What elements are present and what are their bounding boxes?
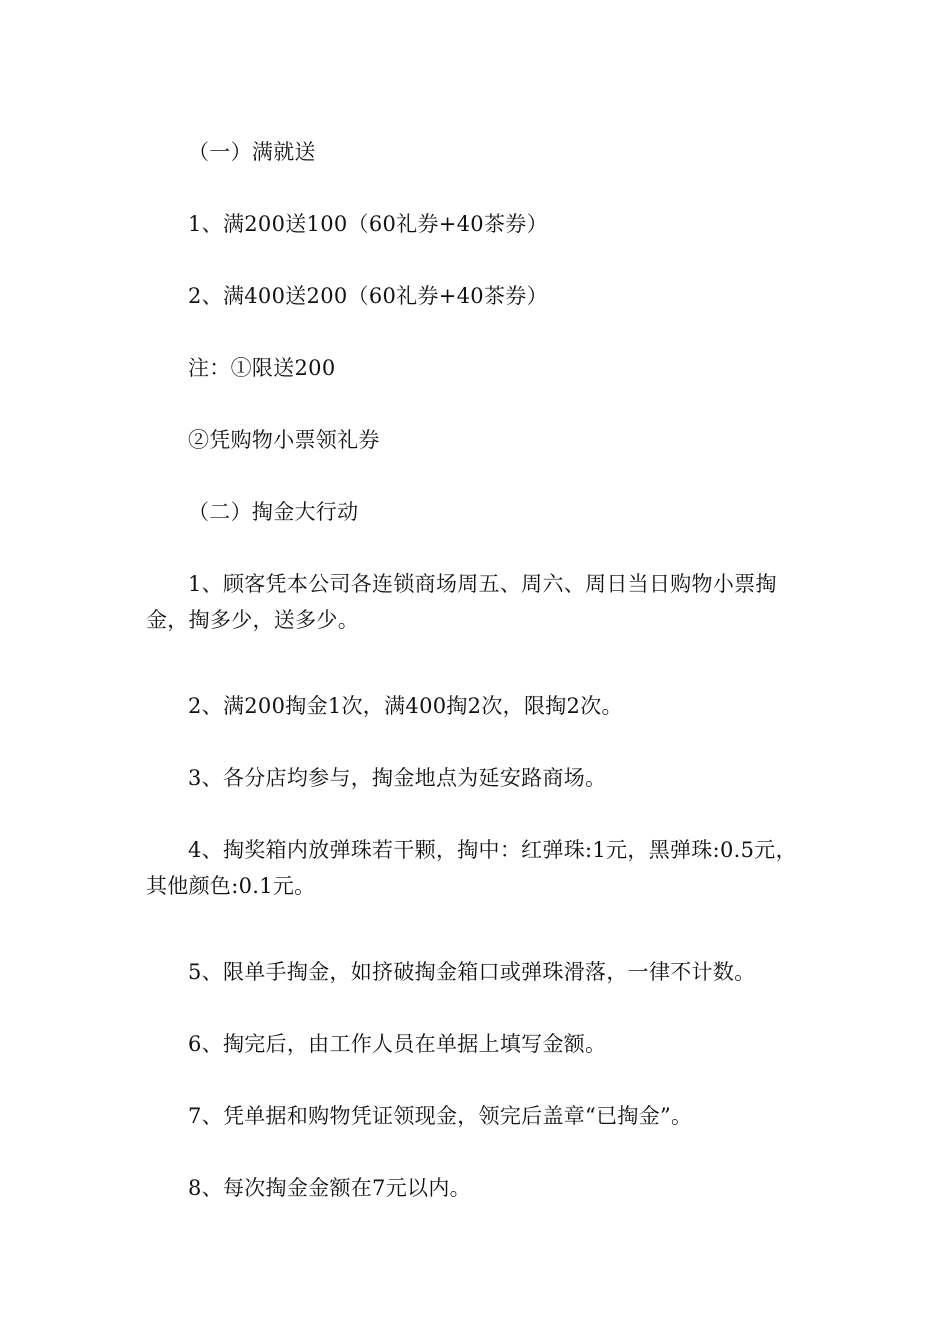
paragraph: 8、每次掏金金额在7元以内。 [188, 1176, 471, 1200]
paragraph: 1、顾客凭本公司各连锁商场周五、周六、周日当日购物小票掏金，掏多少，送多少。 [146, 572, 777, 632]
paragraph: 3、各分店均参与，掏金地点为延安路商场。 [188, 766, 607, 790]
note: ②凭购物小票领礼券 [188, 428, 380, 452]
section-heading-2: （二）掏金大行动 [188, 500, 359, 524]
paragraph: 7、凭单据和购物凭证领现金，领完后盖章“已掏金”。 [188, 1104, 693, 1128]
paragraph: 2、满200掏金1次，满400掏2次，限掏2次。 [188, 694, 623, 718]
paragraph: 6、掏完后，由工作人员在单据上填写金额。 [188, 1032, 607, 1056]
paragraph: 1、满200送100（60礼券+40茶券） [188, 212, 548, 236]
paragraph: 4、掏奖箱内放弹珠若干颗，掏中：红弹珠:1元，黑弹珠:0.5元，其他颜色:0.1元。 [146, 838, 797, 898]
paragraph: 2、满400送200（60礼券+40茶券） [188, 284, 548, 308]
note: 注：①限送200 [188, 356, 336, 380]
paragraph: 5、限单手掏金，如挤破掏金箱口或弹珠滑落，一律不计数。 [188, 960, 756, 984]
section-heading-1: （一）满就送 [188, 140, 316, 164]
